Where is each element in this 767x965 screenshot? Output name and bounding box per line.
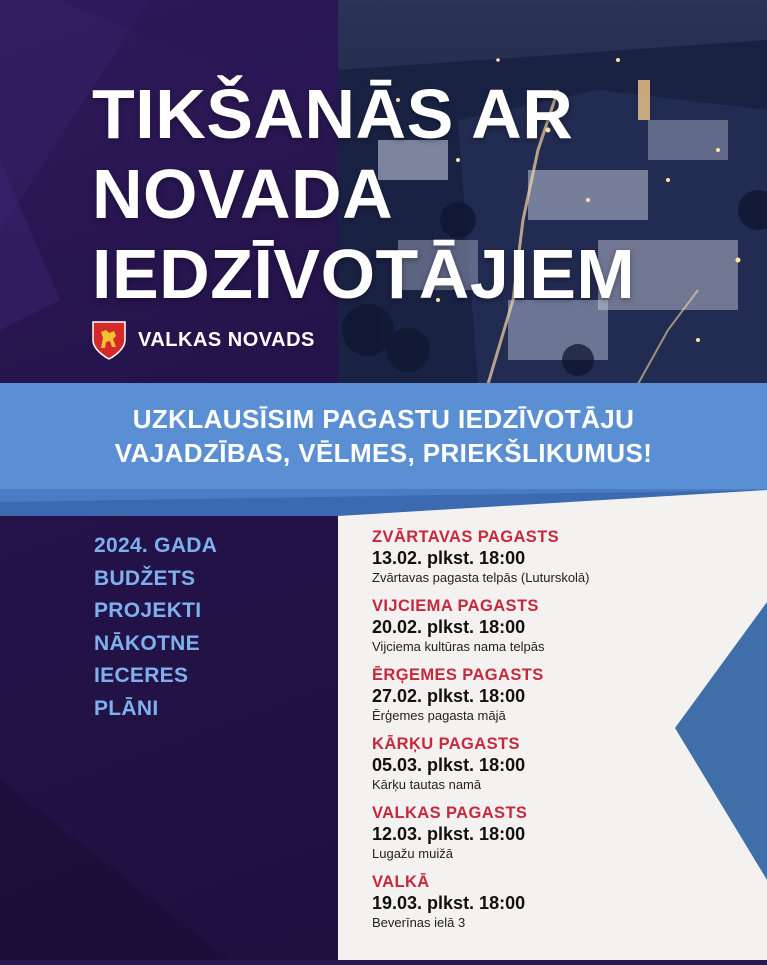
meeting-parish: VIJCIEMA PAGASTS <box>372 597 539 615</box>
topic-item: IECERES <box>94 664 189 687</box>
meeting-time: 12.03. plkst. 18:00 <box>372 824 526 844</box>
topic-item: PLĀNI <box>94 696 159 720</box>
meeting-item <box>372 596 672 655</box>
page-title <box>92 74 635 314</box>
title-line-1: TIKŠANĀS AR <box>92 75 574 153</box>
meeting-time: 27.02. plkst. 18:00 <box>372 686 526 706</box>
meeting-place: Ērģemes pagasta mājā <box>372 708 506 723</box>
meeting-parish: ZVĀRTAVAS PAGASTS <box>372 528 560 546</box>
meeting-time: 19.03. plkst. 18:00 <box>372 893 526 913</box>
topic-item: 2024. GADA <box>94 534 218 557</box>
meeting-parish: VALKĀ <box>372 873 430 891</box>
meeting-item <box>372 665 672 724</box>
title-line-2: NOVADA <box>92 155 394 233</box>
meeting-item <box>372 734 672 793</box>
band-bottom-shape <box>0 488 767 516</box>
band-line-1: UZKLAUSĪSIM PAGASTU IEDZĪVOTĀJU <box>132 404 635 434</box>
meeting-place: Vijciema kultūras nama telpās <box>372 639 545 654</box>
band-line-2: VAJADZĪBAS, VĒLMES, PRIEKŠLIKUMUS! <box>114 438 653 468</box>
meeting-time: 05.03. plkst. 18:00 <box>372 755 526 775</box>
coat-of-arms-icon <box>92 320 126 360</box>
decorative-arrow-shape <box>675 602 767 880</box>
meeting-item <box>372 527 672 586</box>
meeting-time: 20.02. plkst. 18:00 <box>372 617 526 637</box>
meeting-time: 13.02. plkst. 18:00 <box>372 548 526 568</box>
topic-item: BUDŽETS <box>94 566 196 590</box>
meeting-place: Beverīnas ielā 3 <box>372 915 466 930</box>
brand-logo <box>92 320 315 360</box>
meeting-parish: KĀRĶU PAGASTS <box>372 735 520 753</box>
meeting-place: Zvārtavas pagasta telpās (Luturskolā) <box>372 570 590 585</box>
headline-band <box>0 383 767 489</box>
title-line-3: IEDZĪVOTĀJIEM <box>92 235 636 313</box>
meeting-parish: ĒRĢEMES PAGASTS <box>372 666 544 684</box>
topics-list <box>94 530 217 725</box>
topic-item: PROJEKTI <box>94 599 202 622</box>
meeting-parish: VALKAS PAGASTS <box>372 804 528 822</box>
brand-name: VALKAS NOVADS <box>138 328 315 351</box>
meeting-place: Lugažu muižā <box>372 846 453 861</box>
meeting-place: Kārķu tautas namā <box>372 777 482 792</box>
meeting-item <box>372 872 672 931</box>
meetings-schedule <box>372 527 672 941</box>
topic-item: NĀKOTNE <box>94 631 200 655</box>
meeting-item <box>372 803 672 862</box>
